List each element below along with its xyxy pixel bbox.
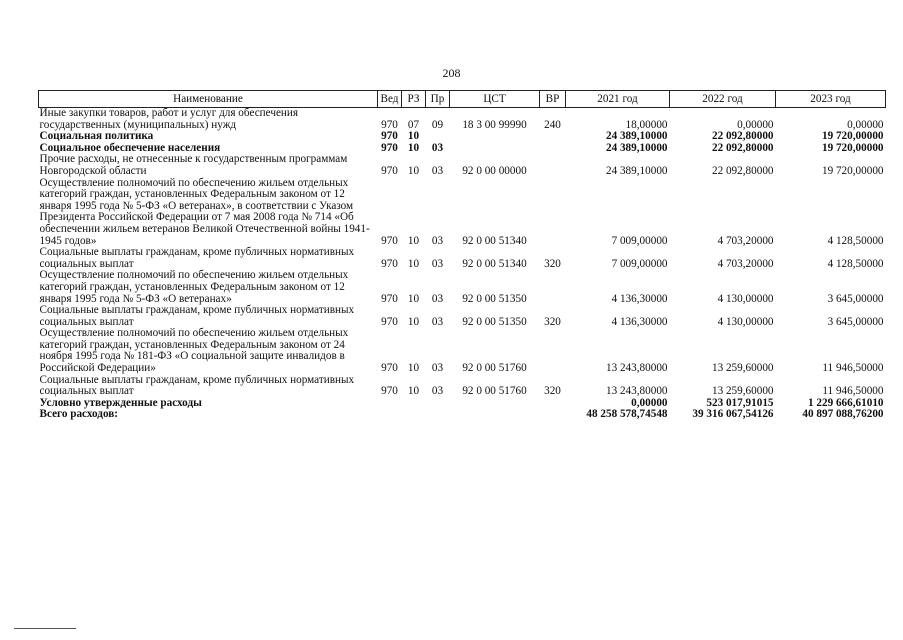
cell-vr: 240: [544, 118, 561, 131]
cell-cst: 92 0 00 51340: [462, 257, 527, 270]
column-header-name: Наименование: [39, 91, 378, 108]
table-row: [39, 247, 886, 270]
table-row: [39, 270, 886, 305]
cell-vr: [540, 398, 566, 410]
cell-name: Социальные выплаты гражданам, кроме публичных нормативных социальных выплат: [39, 373, 355, 398]
cell-2021: 18,00000: [625, 118, 668, 131]
cell-ved: 970: [381, 130, 398, 143]
cell-rz: 10: [407, 292, 420, 305]
cell-2023: 40 897 088,76200: [802, 408, 884, 421]
cell-2022: 4 130,00000: [717, 292, 774, 305]
cell-pr: 03: [431, 257, 444, 270]
table-row: [39, 328, 886, 374]
cell-pr: 03: [431, 385, 444, 398]
cell-2022: 22 092,80000: [711, 130, 774, 143]
cell-2023: 4 128,50000: [827, 257, 884, 270]
cell-2021: 13 243,80000: [605, 362, 668, 375]
column-header-2021: 2021 год: [566, 91, 670, 108]
cell-name: Осуществление полномочий по обеспечению жильем отдельных категорий граждан, установленных Федеральным законом от 24 ноября 1995 года № 181-ФЗ «О социальной защите инвалидов в Российской Федерации»: [39, 327, 349, 375]
cell-pr: 09: [431, 118, 444, 131]
cell-vr: 320: [544, 257, 561, 270]
cell-pr: 03: [431, 362, 444, 375]
column-header-pr: Пр: [426, 91, 450, 108]
cell-ved: 970: [381, 315, 398, 328]
table-row: [39, 375, 886, 398]
table-row: [39, 154, 886, 177]
table-row: [39, 305, 886, 328]
cell-rz: 07: [407, 118, 420, 131]
cell-2023: 19 720,00000: [821, 164, 884, 177]
table-row: [39, 108, 886, 132]
cell-rz: 10: [407, 164, 420, 177]
cell-2022: 4 130,00000: [717, 315, 774, 328]
column-header-2023: 2023 год: [776, 91, 886, 108]
cell-name: Осуществление полномочий по обеспечению жильем отдельных категорий граждан, установленных Федеральным законом от 12 января 1995 года № 5-ФЗ «О ветеранах»: [39, 269, 349, 305]
cell-2021: 48 258 578,74548: [586, 408, 668, 421]
cell-name: Осуществление полномочий по обеспечению жильем отдельных категорий граждан, установленных Федеральным законом от 12 января 1995 года № 5-ФЗ «О ветеранах», в соответствии с Указом Президента Российской Федерации от 7 мая 2008 года № 714 «Об обеспечении жильем ветеранов Великой Отечественной войны 1941-1945 годов»: [39, 176, 370, 247]
column-header-cst: ЦСТ: [450, 91, 540, 108]
cell-2022: 39 316 067,54126: [692, 408, 774, 421]
cell-pr: 03: [431, 234, 444, 247]
cell-ved: 970: [381, 164, 398, 177]
cell-2021: 24 389,10000: [605, 130, 668, 143]
cell-ved: 970: [381, 362, 398, 375]
cell-vr: [540, 409, 566, 421]
cell-2023: 3 645,00000: [827, 292, 884, 305]
cell-pr: 03: [431, 164, 444, 177]
table-row: [39, 409, 886, 421]
cell-rz: 10: [407, 362, 420, 375]
cell-cst: [450, 409, 540, 421]
cell-2023: 3 645,00000: [827, 315, 884, 328]
page-number: 208: [442, 66, 461, 80]
cell-cst: [450, 143, 540, 155]
cell-ved: 970: [381, 234, 398, 247]
table-header-row: [39, 91, 886, 108]
column-header-ved: Вед: [378, 91, 402, 108]
cell-vr: [540, 178, 566, 248]
cell-2021: 0,00000: [631, 396, 668, 409]
cell-name: Социальная политика: [39, 130, 154, 143]
cell-cst: 92 0 00 00000: [462, 164, 527, 177]
cell-vr: [540, 131, 566, 143]
cell-ved: 970: [381, 257, 398, 270]
cell-ved: 970: [381, 141, 398, 154]
cell-2022: 523 017,91015: [706, 396, 774, 409]
cell-2021: 4 136,30000: [611, 292, 668, 305]
cell-rz: 10: [407, 257, 420, 270]
column-header-2022: 2022 год: [670, 91, 776, 108]
footer-rule: [14, 628, 76, 629]
cell-vr: [540, 143, 566, 155]
cell-pr: 03: [431, 315, 444, 328]
cell-2023: 11 946,50000: [822, 385, 884, 398]
cell-cst: 92 0 00 51760: [462, 385, 527, 398]
cell-2023: 19 720,00000: [821, 130, 884, 143]
cell-cst: 92 0 00 51760: [462, 362, 527, 375]
cell-rz: 10: [407, 234, 420, 247]
cell-2023: 11 946,50000: [822, 362, 884, 375]
cell-rz: 10: [407, 385, 420, 398]
cell-2022: 22 092,80000: [711, 164, 774, 177]
cell-pr: 03: [431, 141, 444, 154]
cell-vr: 320: [544, 315, 561, 328]
cell-2021: 7 009,00000: [611, 234, 668, 247]
cell-2021: 4 136,30000: [611, 315, 668, 328]
cell-2022: 0,00000: [737, 118, 774, 131]
cell-name: Всего расходов:: [39, 408, 119, 421]
cell-rz: 10: [407, 315, 420, 328]
column-header-vr: ВР: [540, 91, 566, 108]
cell-ved: 970: [381, 385, 398, 398]
cell-name: Иные закупки товаров, работ и услуг для обеспечения государственных (муниципальных) нужд: [39, 107, 299, 131]
cell-ved: [378, 409, 402, 421]
cell-2021: 7 009,00000: [611, 257, 668, 270]
cell-name: Прочие расходы, не отнесенные к государственным программам Новгородской области: [39, 153, 348, 177]
cell-pr: [426, 398, 450, 410]
cell-ved: [378, 398, 402, 410]
cell-name: Социальные выплаты гражданам, кроме публичных нормативных социальных выплат: [39, 304, 355, 328]
cell-cst: [450, 131, 540, 143]
column-header-rz: РЗ: [402, 91, 426, 108]
cell-ved: 970: [381, 118, 398, 131]
cell-rz: 10: [407, 141, 420, 154]
cell-cst: 18 3 00 99990: [462, 118, 527, 131]
table-row: [39, 178, 886, 248]
cell-2022: 4 703,20000: [717, 257, 774, 270]
cell-cst: 92 0 00 51340: [462, 234, 527, 247]
cell-name: Социальное обеспечение населения: [39, 141, 221, 154]
cell-rz: 10: [407, 130, 420, 143]
cell-2023: 4 128,50000: [827, 234, 884, 247]
cell-2021: 24 389,10000: [605, 164, 668, 177]
cell-name: Социальные выплаты гражданам, кроме публичных нормативных социальных выплат: [39, 246, 355, 270]
cell-vr: [540, 270, 566, 305]
cell-rz: [402, 409, 426, 421]
cell-vr: 320: [544, 385, 561, 398]
cell-vr: [540, 154, 566, 177]
cell-pr: 03: [431, 292, 444, 305]
cell-cst: 92 0 00 51350: [462, 315, 527, 328]
cell-cst: [450, 398, 540, 410]
cell-2022: 13 259,60000: [711, 362, 774, 375]
cell-rz: [402, 398, 426, 410]
cell-2021: 24 389,10000: [605, 141, 668, 154]
cell-2023: 19 720,00000: [821, 141, 884, 154]
cell-2022: 13 259,60000: [711, 385, 774, 398]
cell-name: Условно утвержденные расходы: [39, 396, 202, 409]
cell-cst: 92 0 00 51350: [462, 292, 527, 305]
cell-2022: 22 092,80000: [711, 141, 774, 154]
cell-vr: [540, 328, 566, 374]
cell-ved: 970: [381, 292, 398, 305]
cell-2021: 13 243,80000: [605, 385, 668, 398]
table-body: [39, 108, 886, 422]
cell-pr: [426, 409, 450, 421]
budget-table: [38, 90, 886, 421]
cell-2023: 0,00000: [847, 118, 884, 131]
cell-2023: 1 229 666,61010: [807, 396, 884, 409]
cell-2022: 4 703,20000: [717, 234, 774, 247]
